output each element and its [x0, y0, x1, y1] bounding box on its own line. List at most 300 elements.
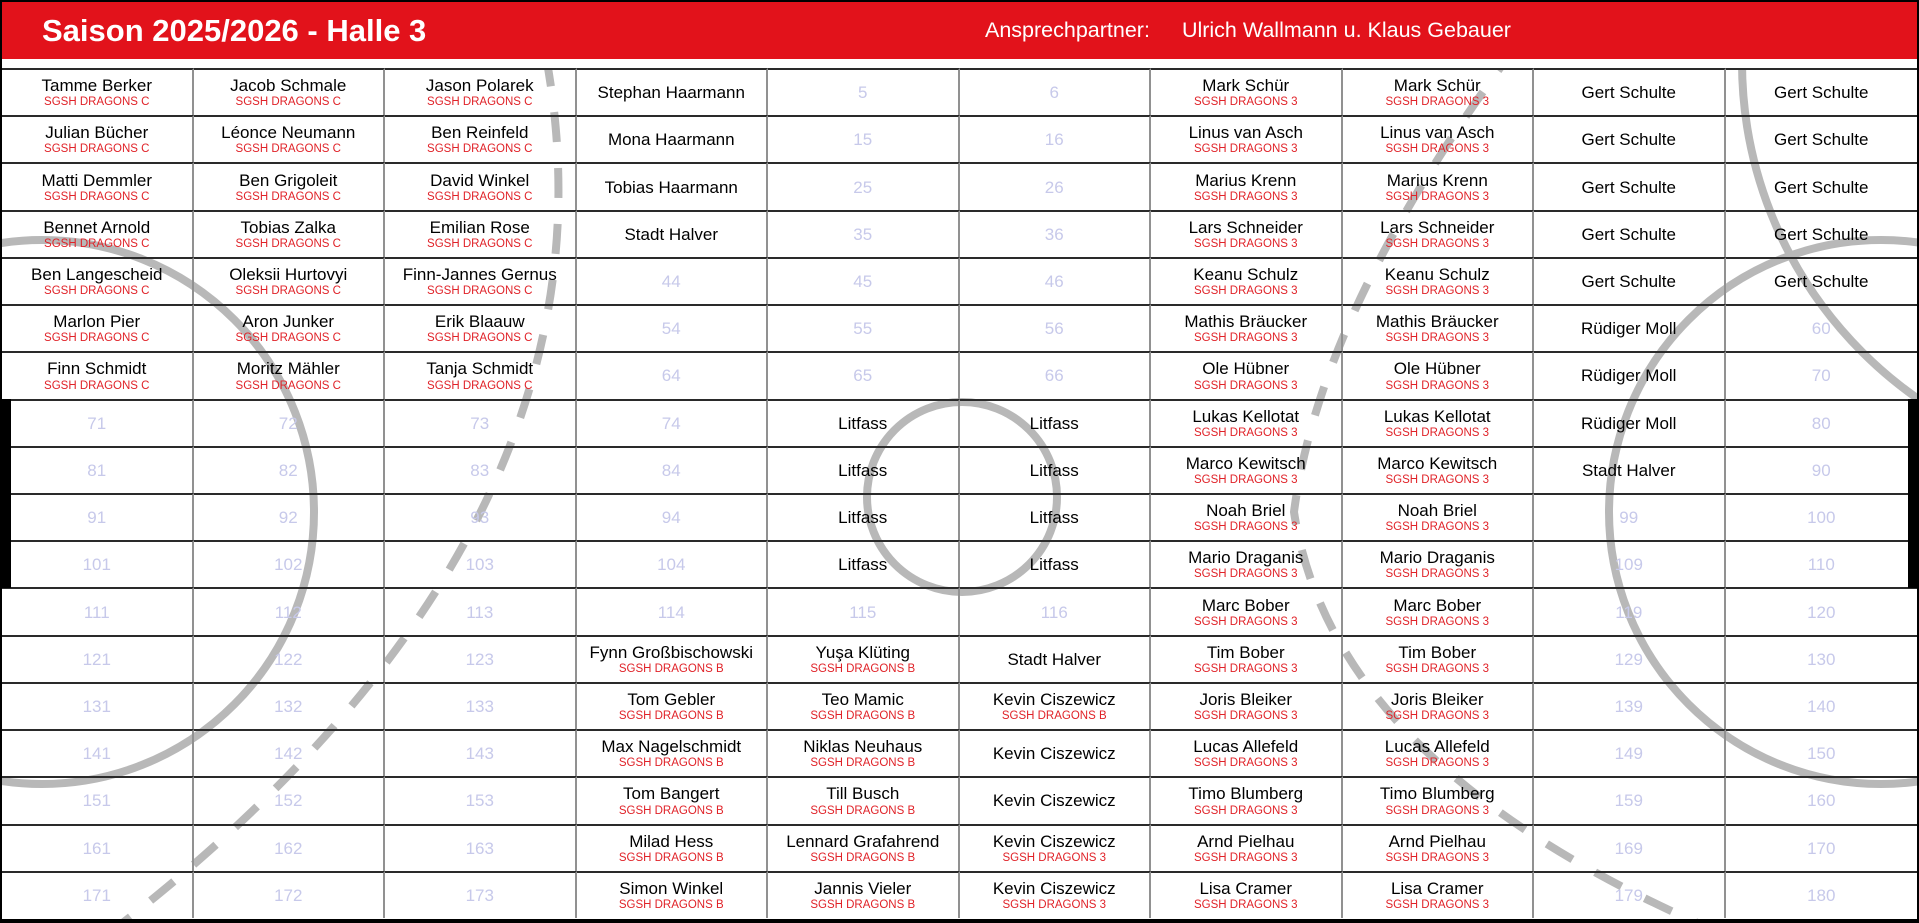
- grid-cell-r15c9: [1534, 729, 1726, 776]
- grid-cell-r17c3: [385, 824, 577, 871]
- free-slot-number: 15: [853, 130, 873, 150]
- grid-cell-r15c1: [2, 729, 194, 776]
- grid-cell-r17c10: [1726, 824, 1918, 871]
- free-slot-number: 139: [1614, 696, 1643, 716]
- contact-block: [985, 2, 1511, 59]
- grid-cell-r15c5: [768, 729, 960, 776]
- grid-cell-r6c6: [960, 304, 1152, 351]
- grid-cell-r12c9: [1534, 587, 1726, 634]
- sponsor-text: Stadt Halver: [1581, 460, 1676, 480]
- sponsor-name: Léonce Neumann: [221, 123, 356, 143]
- grid-cell-r1c9: [1534, 68, 1726, 115]
- free-slot-number: 90: [1811, 460, 1831, 480]
- sponsor-name: Finn Schmidt: [47, 359, 147, 379]
- grid-cell-r7c9: [1534, 351, 1726, 398]
- team-label: SGSH DRAGONS B: [810, 804, 916, 817]
- grid-cell-r2c7: [1151, 115, 1343, 162]
- team-label: SGSH DRAGONS C: [427, 96, 533, 109]
- sponsor-name: Marlon Pier: [53, 312, 141, 332]
- grid-cell-r1c1: [2, 68, 194, 115]
- team-label: SGSH DRAGONS C: [427, 332, 533, 345]
- free-slot-number: 111: [83, 602, 110, 622]
- sponsor-name: Tom Gebler: [627, 690, 716, 710]
- sponsor-name: Matti Demmler: [41, 170, 152, 190]
- sponsor-text: Rüdiger Moll: [1581, 366, 1677, 386]
- grid-cell-r3c3: [385, 162, 577, 209]
- sponsor-name: Noah Briel: [1206, 501, 1286, 521]
- free-slot-number: 153: [465, 791, 494, 811]
- grid-cell-r16c5: [768, 776, 960, 823]
- team-label: SGSH DRAGONS 3: [1385, 568, 1490, 581]
- free-slot-number: 140: [1807, 696, 1836, 716]
- grid-cell-r9c3: [385, 446, 577, 493]
- grid-cell-r17c4: [577, 824, 769, 871]
- grid-cell-r7c3: [385, 351, 577, 398]
- free-slot-number: 169: [1614, 838, 1643, 858]
- grid-cell-r6c1: [2, 304, 194, 351]
- grid-cell-r7c7: [1151, 351, 1343, 398]
- free-slot-number: 71: [87, 413, 107, 433]
- sponsor-name: Emilian Rose: [429, 217, 530, 237]
- grid-cell-r12c6: [960, 587, 1152, 634]
- team-label: SGSH DRAGONS B: [618, 662, 724, 675]
- team-label: SGSH DRAGONS B: [810, 898, 916, 911]
- free-slot-number: 73: [470, 413, 490, 433]
- sponsor-text: Gert Schulte: [1774, 224, 1869, 244]
- grid-cell-r4c7: [1151, 210, 1343, 257]
- grid-cell-r1c3: [385, 68, 577, 115]
- grid-cell-r13c6: [960, 635, 1152, 682]
- grid-cell-r2c8: [1343, 115, 1535, 162]
- grid-cell-r12c5: [768, 587, 960, 634]
- team-label: SGSH DRAGONS 3: [1385, 379, 1490, 392]
- sponsor-name: Ben Langescheid: [31, 265, 163, 285]
- sponsor-name: Tanja Schmidt: [426, 359, 534, 379]
- sponsor-name: Keanu Schulz: [1193, 265, 1299, 285]
- grid-cell-r13c7: [1151, 635, 1343, 682]
- grid-cell-r17c6: [960, 824, 1152, 871]
- grid-cell-r3c6: [960, 162, 1152, 209]
- sponsor-name: Max Nagelschmidt: [601, 737, 742, 757]
- grid-cell-r11c9: [1534, 540, 1726, 587]
- team-label: SGSH DRAGONS 3: [1385, 143, 1490, 156]
- grid-cell-r18c1: [2, 871, 194, 918]
- grid-cell-r11c1: [2, 540, 194, 587]
- team-label: SGSH DRAGONS C: [44, 143, 150, 156]
- grid-cell-r1c2: [194, 68, 386, 115]
- free-slot-number: 133: [465, 696, 494, 716]
- sponsor-text: Stephan Haarmann: [597, 83, 745, 103]
- sponsor-name: Mario Draganis: [1379, 548, 1495, 568]
- grid-cell-r17c8: [1343, 824, 1535, 871]
- grid-cell-r5c7: [1151, 257, 1343, 304]
- grid-cell-r17c2: [194, 824, 386, 871]
- grid-cell-r4c5: [768, 210, 960, 257]
- grid-cell-r18c2: [194, 871, 386, 918]
- grid-cell-r13c5: [768, 635, 960, 682]
- team-label: SGSH DRAGONS C: [235, 237, 341, 250]
- sponsor-text: Mona Haarmann: [607, 130, 735, 150]
- team-label: SGSH DRAGONS 3: [1385, 521, 1490, 534]
- grid-cell-r4c4: [577, 210, 769, 257]
- team-label: SGSH DRAGONS C: [44, 237, 150, 250]
- grid-cell-r5c10: [1726, 257, 1918, 304]
- free-slot-number: 171: [82, 885, 111, 905]
- free-slot-number: 102: [274, 555, 303, 575]
- grid-cell-r14c3: [385, 682, 577, 729]
- free-slot-number: 26: [1044, 177, 1064, 197]
- grid-cell-r8c3: [385, 399, 577, 446]
- team-label: SGSH DRAGONS 3: [1193, 96, 1298, 109]
- sponsor-name: Tamme Berker: [41, 76, 153, 96]
- grid-cell-r18c6: [960, 871, 1152, 918]
- sponsor-name: Teo Mamic: [821, 690, 904, 710]
- header-bar: [2, 2, 1917, 59]
- free-slot-number: 131: [82, 696, 111, 716]
- free-slot-number: 129: [1614, 649, 1643, 669]
- grid-cell-r7c10: [1726, 351, 1918, 398]
- grid-cell-r15c10: [1726, 729, 1918, 776]
- sponsor-name: Arnd Pielhau: [1388, 831, 1486, 851]
- grid-cell-r6c10: [1726, 304, 1918, 351]
- team-label: SGSH DRAGONS C: [427, 190, 533, 203]
- sponsor-name: Kevin Ciszewicz: [992, 690, 1116, 710]
- sponsor-text: Litfass: [838, 508, 888, 528]
- grid-cell-r5c2: [194, 257, 386, 304]
- sponsor-name: Marius Krenn: [1195, 170, 1297, 190]
- sponsor-text: Gert Schulte: [1581, 224, 1676, 244]
- grid-cell-r4c6: [960, 210, 1152, 257]
- team-label: SGSH DRAGONS 3: [1193, 285, 1298, 298]
- grid-cell-r14c7: [1151, 682, 1343, 729]
- free-slot-number: 104: [657, 555, 686, 575]
- team-label: SGSH DRAGONS C: [235, 285, 341, 298]
- free-slot-number: 121: [82, 649, 111, 669]
- grid-cell-r15c8: [1343, 729, 1535, 776]
- sponsor-name: Marco Kewitsch: [1185, 453, 1306, 473]
- grid-cell-r14c4: [577, 682, 769, 729]
- free-slot-number: 84: [661, 460, 681, 480]
- grid-cell-r18c9: [1534, 871, 1726, 918]
- grid-cell-r18c8: [1343, 871, 1535, 918]
- free-slot-number: 80: [1811, 413, 1831, 433]
- sponsor-name: Lucas Allefeld: [1384, 737, 1490, 757]
- free-slot-number: 110: [1807, 555, 1835, 575]
- team-label: SGSH DRAGONS 3: [1193, 804, 1298, 817]
- sponsor-name: Tim Bober: [1398, 642, 1477, 662]
- grid-cell-r13c3: [385, 635, 577, 682]
- team-label: SGSH DRAGONS 3: [1385, 332, 1490, 345]
- grid-cell-r2c4: [577, 115, 769, 162]
- free-slot-number: 35: [853, 224, 873, 244]
- sponsor-name: Timo Blumberg: [1188, 784, 1304, 804]
- team-label: SGSH DRAGONS 3: [1193, 521, 1298, 534]
- team-label: SGSH DRAGONS C: [427, 143, 533, 156]
- grid-cell-r16c3: [385, 776, 577, 823]
- team-label: SGSH DRAGONS B: [618, 898, 724, 911]
- sponsor-name: Lennard Grafahrend: [786, 831, 940, 851]
- grid-cell-r9c9: [1534, 446, 1726, 493]
- contact-label: Ansprechpartner:: [985, 18, 1150, 42]
- free-slot-number: 114: [657, 602, 685, 622]
- grid-cell-r10c10: [1726, 493, 1918, 540]
- sponsor-name: Lukas Kellotat: [1192, 406, 1300, 426]
- free-slot-number: 93: [470, 508, 490, 528]
- sponsor-text: Litfass: [1029, 413, 1079, 433]
- free-slot-number: 130: [1807, 649, 1836, 669]
- team-label: SGSH DRAGONS 3: [1193, 190, 1298, 203]
- grid-cell-r11c8: [1343, 540, 1535, 587]
- free-slot-number: 65: [853, 366, 873, 386]
- grid-cell-r5c6: [960, 257, 1152, 304]
- free-slot-number: 45: [853, 271, 873, 291]
- grid-cell-r12c1: [2, 587, 194, 634]
- grid-cell-r14c2: [194, 682, 386, 729]
- team-label: SGSH DRAGONS B: [810, 710, 916, 723]
- free-slot-number: 46: [1044, 271, 1064, 291]
- team-label: SGSH DRAGONS 3: [1385, 285, 1490, 298]
- free-slot-number: 94: [661, 508, 681, 528]
- grid-cell-r2c3: [385, 115, 577, 162]
- sponsor-name: Joris Bleiker: [1390, 690, 1484, 710]
- grid-cell-r2c2: [194, 115, 386, 162]
- sponsor-name: Fynn Großbischowski: [589, 642, 753, 662]
- sponsor-text: Kevin Ciszewicz: [992, 744, 1116, 764]
- grid-cell-r18c3: [385, 871, 577, 918]
- grid-cell-r8c5: [768, 399, 960, 446]
- sponsor-name: Marc Bober: [1201, 595, 1290, 615]
- grid-cell-r4c2: [194, 210, 386, 257]
- team-label: SGSH DRAGONS C: [235, 143, 341, 156]
- team-label: SGSH DRAGONS 3: [1002, 851, 1107, 864]
- free-slot-number: 55: [853, 319, 873, 339]
- team-label: SGSH DRAGONS C: [44, 332, 150, 345]
- sponsor-text: Litfass: [1029, 555, 1079, 575]
- grid-cell-r9c10: [1726, 446, 1918, 493]
- team-label: SGSH DRAGONS C: [427, 379, 533, 392]
- grid-cell-r10c3: [385, 493, 577, 540]
- team-label: SGSH DRAGONS B: [810, 662, 916, 675]
- grid-cell-r15c3: [385, 729, 577, 776]
- sponsor-name: Jacob Schmale: [230, 76, 347, 96]
- free-slot-number: 6: [1049, 83, 1059, 103]
- free-slot-number: 70: [1811, 366, 1831, 386]
- sponsor-text: Gert Schulte: [1774, 130, 1869, 150]
- grid-cell-r15c2: [194, 729, 386, 776]
- grid-cell-r7c6: [960, 351, 1152, 398]
- grid-cell-r4c10: [1726, 210, 1918, 257]
- sponsor-name: Niklas Neuhaus: [803, 737, 923, 757]
- sponsor-text: Gert Schulte: [1774, 177, 1869, 197]
- sponsor-name: Linus van Asch: [1380, 123, 1495, 143]
- grid-cell-r8c9: [1534, 399, 1726, 446]
- sponsor-name: Till Busch: [826, 784, 900, 804]
- grid-cell-r10c9: [1534, 493, 1726, 540]
- team-label: SGSH DRAGONS B: [810, 757, 916, 770]
- free-slot-number: 141: [82, 744, 111, 764]
- grid-cell-r1c5: [768, 68, 960, 115]
- team-label: SGSH DRAGONS 3: [1193, 473, 1298, 486]
- sponsor-text: Rüdiger Moll: [1581, 413, 1677, 433]
- grid-cell-r11c7: [1151, 540, 1343, 587]
- free-slot-number: 54: [661, 319, 681, 339]
- team-label: SGSH DRAGONS 3: [1385, 804, 1490, 817]
- grid-cell-r10c5: [768, 493, 960, 540]
- free-slot-number: 161: [82, 838, 111, 858]
- team-label: SGSH DRAGONS C: [44, 285, 150, 298]
- grid-cell-r8c2: [194, 399, 386, 446]
- team-label: SGSH DRAGONS 3: [1385, 851, 1490, 864]
- free-slot-number: 152: [274, 791, 303, 811]
- grid-cell-r10c4: [577, 493, 769, 540]
- grid-cell-r15c6: [960, 729, 1152, 776]
- free-slot-number: 72: [278, 413, 298, 433]
- page-title: Saison 2025/2026 - Halle 3: [42, 12, 427, 48]
- grid-cell-r16c8: [1343, 776, 1535, 823]
- grid-cell-r3c5: [768, 162, 960, 209]
- grid-cell-r8c1: [2, 399, 194, 446]
- free-slot-number: 112: [274, 602, 302, 622]
- free-slot-number: 16: [1044, 130, 1064, 150]
- grid-cell-r14c6: [960, 682, 1152, 729]
- team-label: SGSH DRAGONS B: [618, 757, 724, 770]
- free-slot-number: 36: [1044, 224, 1064, 244]
- sponsor-name: Ole Hübner: [1393, 359, 1481, 379]
- sponsor-text: Stadt Halver: [1007, 649, 1102, 669]
- grid-cell-r6c7: [1151, 304, 1343, 351]
- sponsor-name: Ben Reinfeld: [431, 123, 529, 143]
- grid-cell-r10c1: [2, 493, 194, 540]
- grid-cell-r10c7: [1151, 493, 1343, 540]
- sponsor-text: Gert Schulte: [1581, 130, 1676, 150]
- sponsor-text: Litfass: [1029, 460, 1079, 480]
- grid-cell-r3c10: [1726, 162, 1918, 209]
- free-slot-number: 179: [1614, 885, 1643, 905]
- grid-cell-r12c7: [1151, 587, 1343, 634]
- team-label: SGSH DRAGONS 3: [1193, 568, 1298, 581]
- free-slot-number: 116: [1040, 602, 1068, 622]
- sponsor-name: Bennet Arnold: [43, 217, 151, 237]
- grid-cell-r13c10: [1726, 635, 1918, 682]
- team-label: SGSH DRAGONS 3: [1193, 332, 1298, 345]
- grid-cell-r16c10: [1726, 776, 1918, 823]
- team-label: SGSH DRAGONS C: [427, 237, 533, 250]
- grid-cell-r6c4: [577, 304, 769, 351]
- grid-cell-r7c4: [577, 351, 769, 398]
- team-label: SGSH DRAGONS B: [618, 710, 724, 723]
- grid-cell-r18c5: [768, 871, 960, 918]
- sponsor-name: Linus van Asch: [1188, 123, 1303, 143]
- free-slot-number: 91: [87, 508, 107, 528]
- sponsor-name: Jannis Vieler: [814, 878, 912, 898]
- free-slot-number: 25: [853, 177, 873, 197]
- grid-cell-r7c8: [1343, 351, 1535, 398]
- grid-cell-r11c2: [194, 540, 386, 587]
- team-label: SGSH DRAGONS C: [235, 379, 341, 392]
- grid-cell-r9c8: [1343, 446, 1535, 493]
- grid-cell-r14c5: [768, 682, 960, 729]
- grid-cell-r9c4: [577, 446, 769, 493]
- grid-cell-r2c9: [1534, 115, 1726, 162]
- grid-cell-r1c6: [960, 68, 1152, 115]
- grid-cell-r18c10: [1726, 871, 1918, 918]
- grid-cell-r16c2: [194, 776, 386, 823]
- free-slot-number: 113: [466, 602, 494, 622]
- grid-cell-r4c1: [2, 210, 194, 257]
- team-label: SGSH DRAGONS 3: [1193, 710, 1298, 723]
- grid-cell-r3c2: [194, 162, 386, 209]
- sponsor-text: Gert Schulte: [1774, 83, 1869, 103]
- grid-cell-r12c3: [385, 587, 577, 634]
- free-slot-number: 150: [1807, 744, 1836, 764]
- grid-cell-r16c4: [577, 776, 769, 823]
- sponsor-text: Litfass: [838, 413, 888, 433]
- grid-cell-r3c4: [577, 162, 769, 209]
- team-label: SGSH DRAGONS 3: [1193, 426, 1298, 439]
- free-slot-number: 81: [87, 460, 107, 480]
- free-slot-number: 82: [278, 460, 298, 480]
- sponsor-name: Erik Blaauw: [434, 312, 525, 332]
- free-slot-number: 44: [661, 271, 681, 291]
- contact-names: Ulrich Wallmann u. Klaus Gebauer: [1181, 18, 1511, 42]
- free-slot-number: 122: [274, 649, 303, 669]
- sponsor-name: Timo Blumberg: [1379, 784, 1495, 804]
- grid-cell-r14c8: [1343, 682, 1535, 729]
- grid-cell-r1c10: [1726, 68, 1918, 115]
- team-label: SGSH DRAGONS 3: [1193, 898, 1298, 911]
- left-edge-bar: [2, 399, 11, 588]
- free-slot-number: 163: [465, 838, 494, 858]
- grid-cell-r1c7: [1151, 68, 1343, 115]
- grid-cell-r16c1: [2, 776, 194, 823]
- sponsor-name: Aron Junker: [242, 312, 335, 332]
- grid-cell-r5c1: [2, 257, 194, 304]
- grid-cell-r17c1: [2, 824, 194, 871]
- free-slot-number: 142: [274, 744, 303, 764]
- sponsor-name: Tom Bangert: [623, 784, 720, 804]
- team-label: SGSH DRAGONS C: [235, 190, 341, 203]
- sponsor-name: Kevin Ciszewicz: [992, 878, 1116, 898]
- grid-cell-r5c9: [1534, 257, 1726, 304]
- free-slot-number: 173: [465, 885, 494, 905]
- sponsor-name: Arnd Pielhau: [1197, 831, 1295, 851]
- grid-cell-r8c7: [1151, 399, 1343, 446]
- grid-cell-r10c2: [194, 493, 386, 540]
- grid-cell-r9c6: [960, 446, 1152, 493]
- team-label: SGSH DRAGONS C: [427, 285, 533, 298]
- sponsor-name: Oleksii Hurtovyi: [229, 265, 348, 285]
- grid-cell-r14c9: [1534, 682, 1726, 729]
- sponsor-name: Tim Bober: [1206, 642, 1285, 662]
- grid-cell-r5c5: [768, 257, 960, 304]
- sponsor-name: Lisa Cramer: [1390, 878, 1484, 898]
- grid-cell-r11c5: [768, 540, 960, 587]
- team-label: SGSH DRAGONS 3: [1193, 143, 1298, 156]
- sponsor-name: Mario Draganis: [1188, 548, 1304, 568]
- sponsor-name: Jason Polarek: [425, 76, 534, 96]
- team-label: SGSH DRAGONS 3: [1193, 615, 1298, 628]
- grid-cell-r3c8: [1343, 162, 1535, 209]
- grid-cell-r2c10: [1726, 115, 1918, 162]
- grid-cell-r13c9: [1534, 635, 1726, 682]
- grid-cell-r15c7: [1151, 729, 1343, 776]
- team-label: SGSH DRAGONS 3: [1193, 237, 1298, 250]
- grid-cell-r7c5: [768, 351, 960, 398]
- team-label: SGSH DRAGONS 3: [1385, 710, 1490, 723]
- grid-cell-r9c1: [2, 446, 194, 493]
- grid-cell-r12c10: [1726, 587, 1918, 634]
- grid-cell-r7c2: [194, 351, 386, 398]
